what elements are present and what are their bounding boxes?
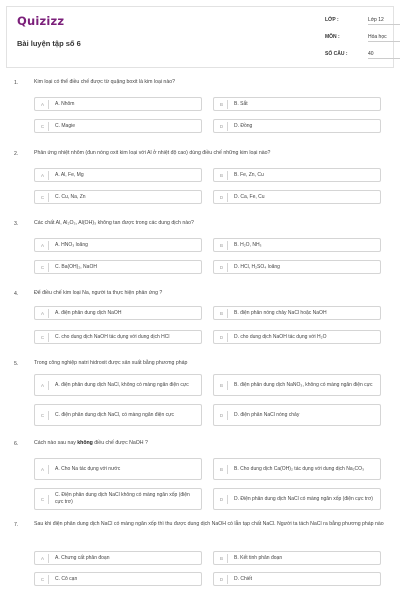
option-text: A. điện phân dung dịch NaCl, không có màng ngăn điện cực bbox=[55, 381, 189, 388]
option-text: C. cho dung dịch NaOH tác dụng với dung dịch HCl bbox=[55, 333, 170, 340]
option-a[interactable] bbox=[34, 168, 202, 182]
option-letter: B bbox=[216, 171, 228, 180]
option-letter: D bbox=[216, 122, 228, 131]
question-text: Sau khi điện phân dung dịch NaCl có màng ngăn xốp thì thu được dung dịch NaOH có lẫn tạp chất NaCl. Người ta tách NaCl ra bằng phương pháp nào bbox=[34, 521, 384, 527]
option-text: A. Al, Fe, Mg bbox=[55, 171, 84, 178]
option-d[interactable] bbox=[213, 190, 381, 204]
option-text: C. Cô cạn bbox=[55, 575, 78, 582]
option-text: A. điện phân dung dịch NaOH bbox=[55, 309, 122, 316]
option-letter: D bbox=[216, 193, 228, 202]
option-a[interactable] bbox=[34, 306, 202, 320]
option-letter: A bbox=[37, 465, 49, 474]
option-text: B. Cho dung dịch Ca(OH)₂ tác dụng với dung dịch Na₂CO₃ bbox=[234, 465, 365, 472]
question-number: 3. bbox=[14, 221, 19, 227]
question-text: Các chất Al, Al₂O₃, Al(OH)₃ không tan được trong các dung dịch nào? bbox=[34, 220, 194, 226]
option-letter: C bbox=[37, 575, 49, 584]
option-letter: D bbox=[216, 263, 228, 272]
question-text: Để điều chế kim loại Na, người ta thực hiện phản ứng ? bbox=[34, 290, 163, 296]
option-text: B. Sắt bbox=[234, 100, 248, 107]
option-d[interactable] bbox=[213, 572, 381, 586]
question-text: Trong công nghiệp natri hidroxit được sản xuất bằng phương pháp bbox=[34, 360, 188, 366]
option-letter: B bbox=[216, 381, 228, 390]
option-letter: D bbox=[216, 575, 228, 584]
option-text: B. Fe, Zn, Cu bbox=[234, 171, 264, 178]
option-c[interactable] bbox=[34, 190, 202, 204]
question-number: 2. bbox=[14, 151, 19, 157]
option-letter: B bbox=[216, 309, 228, 318]
class-value: Lớp 12 bbox=[368, 17, 400, 25]
option-text: D. Điện phân dung dịch NaCl có màng ngăn xốp (điện cực trơ) bbox=[234, 495, 373, 502]
option-c[interactable] bbox=[34, 572, 202, 586]
option-c[interactable] bbox=[34, 330, 202, 344]
option-a[interactable] bbox=[34, 238, 202, 252]
option-letter: B bbox=[216, 100, 228, 109]
question-number: 4. bbox=[14, 291, 19, 297]
option-letter: A bbox=[37, 100, 49, 109]
question-number: 1. bbox=[14, 80, 19, 86]
option-d[interactable] bbox=[213, 488, 381, 510]
option-letter: B bbox=[216, 465, 228, 474]
option-c[interactable] bbox=[34, 119, 202, 133]
subject-label: MÔN : bbox=[325, 34, 340, 40]
quizizz-logo: Quizizz bbox=[17, 14, 65, 28]
option-c[interactable] bbox=[34, 488, 202, 510]
option-letter: C bbox=[37, 263, 49, 272]
option-text: C. Cu, Na, Zn bbox=[55, 193, 86, 200]
option-a[interactable] bbox=[34, 374, 202, 396]
option-letter: C bbox=[37, 122, 49, 131]
option-text: D. HCl, H₂SO₄ loãng bbox=[234, 263, 280, 270]
option-letter: C bbox=[37, 333, 49, 342]
option-text: D. cho dung dịch NaOH tác dụng với H₂O bbox=[234, 333, 327, 340]
option-text: C. Magie bbox=[55, 122, 76, 129]
option-text: B. H₂O, NH₃ bbox=[234, 241, 262, 248]
option-letter: D bbox=[216, 495, 228, 504]
question-count-value: 40 bbox=[368, 51, 400, 59]
option-a[interactable] bbox=[34, 97, 202, 111]
option-letter: B bbox=[216, 554, 228, 563]
option-b[interactable] bbox=[213, 374, 381, 396]
question-count-field bbox=[325, 51, 374, 57]
subject-field bbox=[325, 34, 387, 40]
option-d[interactable] bbox=[213, 119, 381, 133]
option-b[interactable] bbox=[213, 306, 381, 320]
option-text: D. điện phân NaCl nóng chảy bbox=[234, 411, 300, 418]
option-letter: A bbox=[37, 171, 49, 180]
option-letter: A bbox=[37, 309, 49, 318]
option-letter: C bbox=[37, 411, 49, 420]
option-text: C. Điện phân dung dịch NaCl không có màng ngăn xốp (điện cực trơ) bbox=[55, 492, 190, 505]
option-text: C. điện phân dung dịch NaCl, có màng ngăn điện cực bbox=[55, 411, 174, 418]
option-b[interactable] bbox=[213, 238, 381, 252]
worksheet-header bbox=[6, 6, 394, 68]
option-b[interactable] bbox=[213, 97, 381, 111]
option-letter: A bbox=[37, 381, 49, 390]
option-letter: B bbox=[216, 241, 228, 250]
option-letter: D bbox=[216, 411, 228, 420]
class-field bbox=[325, 17, 384, 23]
subject-value: Hóa học bbox=[368, 34, 400, 42]
option-a[interactable] bbox=[34, 551, 202, 565]
option-text: B. điện phân nóng chảy NaCl hoặc NaOH bbox=[234, 309, 327, 316]
question-text: Kim loại có thể điều chế được từ quặng boxit là kim loại nào? bbox=[34, 79, 175, 85]
emphasis-not: không bbox=[77, 440, 93, 446]
question-number: 7. bbox=[14, 522, 19, 528]
option-letter: D bbox=[216, 333, 228, 342]
option-d[interactable] bbox=[213, 404, 381, 426]
option-d[interactable] bbox=[213, 260, 381, 274]
question-text: Phản ứng nhiệt nhôm (đun nóng oxit kim loại với Al ở nhiệt độ cao) dùng điều chế những kim loại nào? bbox=[34, 150, 271, 156]
option-d[interactable] bbox=[213, 330, 381, 344]
option-text: C. Ba(OH)₂, NaOH bbox=[55, 263, 97, 270]
question-text: Cách nào sau nay không điều chế được NaOH ? bbox=[34, 440, 148, 446]
option-letter: C bbox=[37, 495, 49, 504]
option-text: A. Cho Na tác dụng với nước bbox=[55, 465, 121, 472]
option-letter: A bbox=[37, 241, 49, 250]
option-c[interactable] bbox=[34, 404, 202, 426]
question-number: 5. bbox=[14, 361, 19, 367]
option-c[interactable] bbox=[34, 260, 202, 274]
option-text: A. Chưng cất phân đoạn bbox=[55, 554, 110, 561]
option-a[interactable] bbox=[34, 458, 202, 480]
option-text: B. Kết tinh phân đoạn bbox=[234, 554, 283, 561]
option-text: D. Chiết bbox=[234, 575, 253, 582]
option-letter: C bbox=[37, 193, 49, 202]
option-text: A. Nhôm bbox=[55, 100, 75, 107]
option-b[interactable] bbox=[213, 168, 381, 182]
option-text: A. HNO₃ loãng bbox=[55, 241, 88, 248]
option-text: D. Ca, Fe, Cu bbox=[234, 193, 265, 200]
option-letter: A bbox=[37, 554, 49, 563]
option-text: B. điện phân dung dịch NaNO₃, không có màng ngăn điện cực bbox=[234, 381, 373, 388]
option-b[interactable] bbox=[213, 458, 381, 480]
worksheet-title: Bài luyện tập số 6 bbox=[17, 39, 81, 48]
class-label: LỚP : bbox=[325, 17, 339, 23]
question-count-label: SỐ CÂU : bbox=[325, 51, 348, 57]
question-number: 6. bbox=[14, 441, 19, 447]
option-b[interactable] bbox=[213, 551, 381, 565]
option-text: D. Đồng bbox=[234, 122, 253, 129]
